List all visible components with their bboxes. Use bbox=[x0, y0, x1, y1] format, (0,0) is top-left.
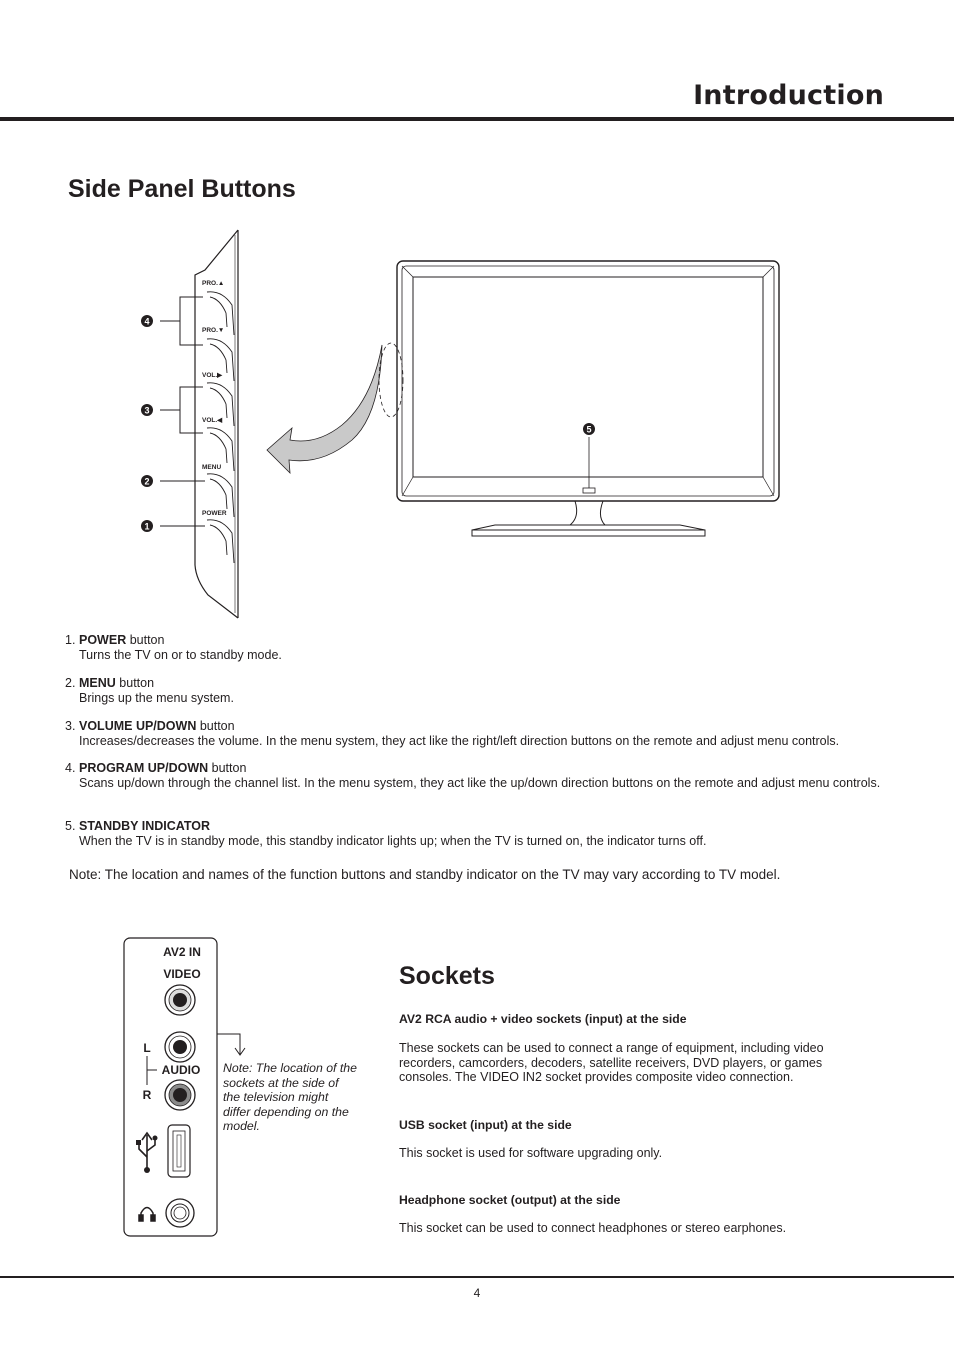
footer-rule bbox=[0, 1276, 954, 1278]
side-panel-note: Note: The location and names of the function buttons and standby indicator on the TV may vary according to TV model. bbox=[69, 867, 781, 882]
audio-label: AUDIO bbox=[161, 1063, 201, 1077]
item-desc: Increases/decreases the volume. In the menu system, they act like the right/left direction buttons on the remote and adjust menu controls. bbox=[79, 733, 840, 748]
audio-l-label: L bbox=[143, 1041, 151, 1055]
audio-r-label: R bbox=[142, 1088, 152, 1102]
audio-r-jack-icon bbox=[165, 1080, 195, 1110]
item-desc: When the TV is in standby mode, this standby indicator lights up; when the TV is turned on, the indicator turns off. bbox=[79, 833, 707, 848]
av2-in-label: AV2 IN bbox=[163, 945, 201, 959]
callout-2: 2 bbox=[144, 476, 150, 487]
usb-socket-text: This socket is used for software upgrading only. bbox=[399, 1146, 663, 1160]
list-item-standby: 5. STANDBY INDICATOR When the TV is in standby mode, this standby indicator lights up; when the TV is turned on, the indicator turns off. bbox=[65, 819, 885, 848]
pro-down-label: PRO.▼ bbox=[202, 327, 225, 334]
list-item-program: 4. PROGRAM UP/DOWN button Scans up/down through the channel list. In the menu system, they act like the up/down direction buttons on the remote and adjust menu controls. bbox=[65, 761, 885, 790]
side-panel-title: Side Panel Buttons bbox=[68, 175, 296, 203]
headphone-socket-heading: Headphone socket (output) at the side bbox=[399, 1193, 621, 1207]
item-name: POWER bbox=[79, 633, 127, 647]
side-panel-diagram bbox=[130, 225, 250, 625]
item-name: PROGRAM UP/DOWN bbox=[79, 761, 209, 775]
list-item-volume: 3. VOLUME UP/DOWN button Increases/decreases the volume. In the menu system, they act like the right/left direction buttons on the remote and adjust menu controls. bbox=[65, 719, 885, 748]
usb-icon bbox=[136, 1133, 158, 1173]
pro-up-label: PRO.▲ bbox=[202, 280, 225, 287]
list-item-menu: 2. MENU button Brings up the menu system. bbox=[65, 676, 885, 705]
video-label: VIDEO bbox=[163, 967, 201, 981]
page-number: 4 bbox=[473, 1286, 481, 1300]
usb-socket-icon bbox=[168, 1125, 190, 1177]
item-desc: Scans up/down through the channel list. In the menu system, they act like the up/down direction buttons on the remote and adjust menu controls. bbox=[79, 775, 881, 790]
socket-location-note: Note: The location of the sockets at the side of the television might differ depending on the model. bbox=[223, 1061, 357, 1133]
list-item-power: 1. POWER button Turns the TV on or to standby mode. bbox=[65, 633, 885, 662]
item-name: STANDBY INDICATOR bbox=[79, 819, 211, 833]
av2-socket-heading: AV2 RCA audio + video sockets (input) at the side bbox=[399, 1012, 687, 1026]
headphone-jack-icon bbox=[166, 1199, 194, 1227]
tv-front-diagram bbox=[375, 255, 785, 545]
item-desc: Brings up the menu system. bbox=[79, 690, 234, 705]
av2-socket-text: These sockets can be used to connect a range of equipment, including video recorders, camcorders, decoders, satellite receivers, DVD players, or games consoles. The VIDEO IN2 socket provides composite video connection. bbox=[399, 1041, 824, 1085]
item-desc: Turns the TV on or to standby mode. bbox=[79, 647, 282, 662]
page-header-title: Introduction bbox=[693, 80, 884, 111]
vol-right-label: VOL.▶ bbox=[202, 372, 223, 379]
callout-4: 4 bbox=[144, 316, 150, 327]
callout-3: 3 bbox=[144, 405, 150, 416]
video-jack-icon bbox=[165, 985, 195, 1015]
power-label: POWER bbox=[202, 510, 227, 517]
callout-5: 5 bbox=[586, 424, 592, 435]
headphone-socket-text: This socket can be used to connect headphones or stereo earphones. bbox=[399, 1221, 787, 1235]
headphone-icon bbox=[139, 1208, 155, 1222]
audio-l-jack-icon bbox=[165, 1032, 195, 1062]
vol-left-label: VOL.◀ bbox=[202, 417, 223, 424]
sockets-title: Sockets bbox=[399, 962, 495, 990]
item-name: VOLUME UP/DOWN bbox=[79, 719, 197, 733]
callout-1: 1 bbox=[144, 521, 150, 532]
usb-socket-heading: USB socket (input) at the side bbox=[399, 1118, 572, 1132]
item-name: MENU bbox=[79, 676, 116, 690]
header-rule bbox=[0, 117, 954, 121]
menu-label: MENU bbox=[202, 464, 222, 471]
